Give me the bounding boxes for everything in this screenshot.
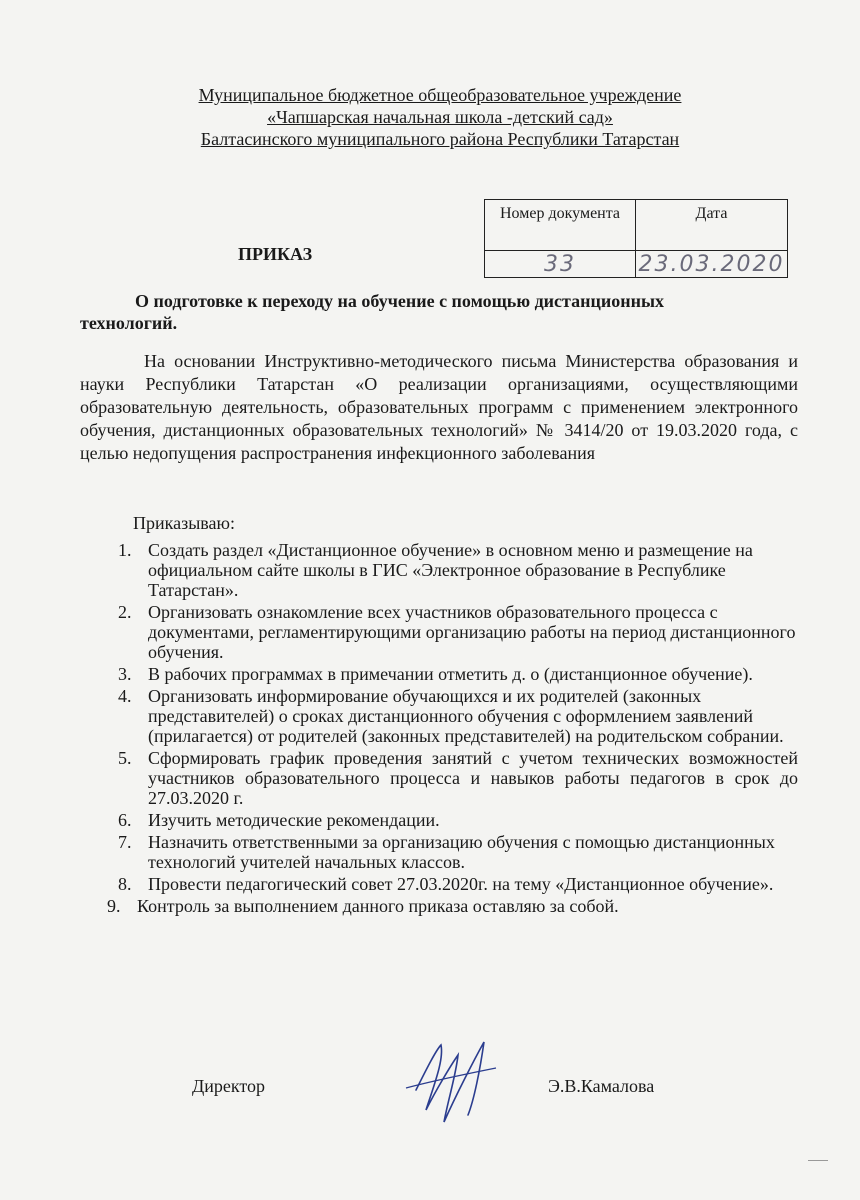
order-word: Приказываю: (133, 513, 235, 533)
preamble-text: На основании Инструктивно-методического письма Министерства образования и науки Республики Татарстан «О реализации организациями, осуществляющими образовательную деятельность, образовательных программ с применением электронного обучения, дистанционных образовательных технологий» № 3414/20 от 19.03.2020 года, с целью недопущения распространения инфекционного заболевания (80, 351, 798, 463)
list-item: 2. Организовать ознакомление всех участников образовательного процесса с документами, регламентирующими организацию работы на период дистанционного обучения. (118, 602, 796, 662)
list-item: 8. Провести педагогический совет 27.03.2020г. на тему «Дистанционное обучение». (118, 874, 774, 894)
list-item: 7. Назначить ответственными за организацию обучения с помощью дистанционных технологий учителей начальных классов. (118, 832, 775, 872)
organization-header (100, 84, 780, 150)
subject-line-1: О подготовке к переходу на обучение с помощью дистанционных (135, 291, 665, 311)
header-line-1: Муниципальное бюджетное общеобразовательное учреждение (198, 85, 682, 105)
list-item: 1. Создать раздел «Дистанционное обучение» в основном меню и размещение на официальном сайте школы в ГИС «Электронное образование в Республике Татарстан». (118, 540, 753, 600)
list-item: 4. Организовать информирование обучающихся и их родителей (законных представителей) о сроках дистанционного обучения с оформлением заявлений (прилагается) от родителей (законных представителей) на родительском собрании. (118, 686, 784, 746)
signature-role: Директор (192, 1076, 266, 1096)
doc-number-header: Номер документа (485, 200, 636, 251)
header-line-3: Балтасинского муниципального района Республики Татарстан (200, 129, 680, 149)
order-items-list (107, 540, 798, 918)
document-number-table (484, 199, 788, 278)
doc-date-value: 23.03.2020 (636, 251, 788, 278)
list-item: 3. В рабочих программах в примечании отметить д. о (дистанционное обучение). (118, 664, 753, 684)
scan-edge-mark (808, 1160, 828, 1161)
list-item: 9. Контроль за выполнением данного приказа оставляю за собой. (107, 896, 619, 916)
header-line-2: «Чапшарская начальная школа -детский сад» (267, 107, 613, 127)
doc-number-value: 33 (485, 251, 636, 278)
list-item: 5. Сформировать график проведения занятий с учетом технических возможностей участников образовательного процесса и навыков работы педагогов в срок до 27.03.2020 г. (118, 748, 798, 808)
subject-line-2: технологий. (80, 313, 178, 333)
signature-name: Э.В.Камалова (548, 1076, 655, 1096)
list-item: 6. Изучить методические рекомендации. (118, 810, 440, 830)
preamble-paragraph (80, 350, 798, 465)
document-title: ПРИКАЗ (238, 244, 313, 264)
document-subject (80, 290, 800, 334)
doc-date-header: Дата (636, 200, 788, 251)
handwritten-signature (396, 1030, 506, 1130)
